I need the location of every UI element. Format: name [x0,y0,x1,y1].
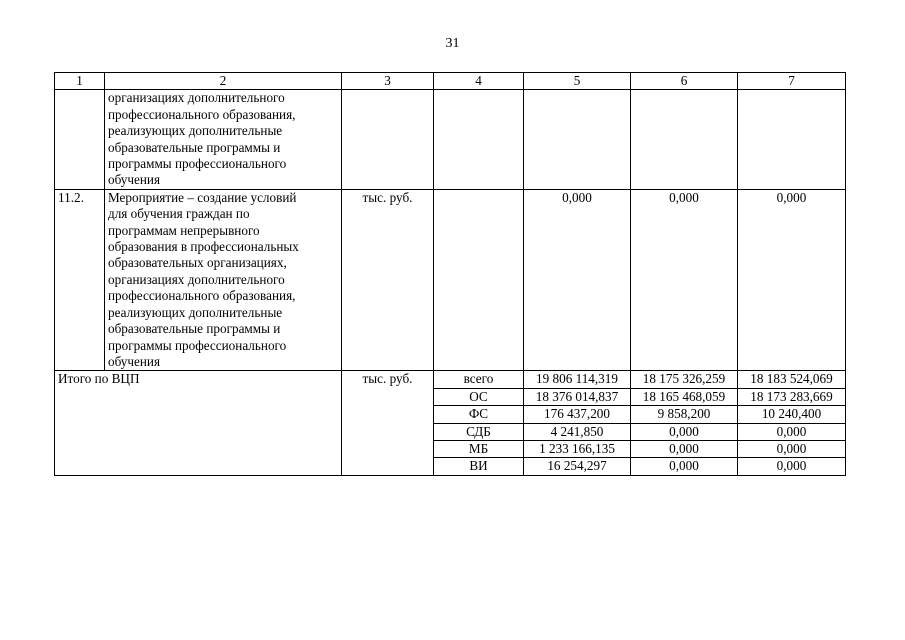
total-unit: тыс. руб. [342,371,434,475]
cont-num-cell [55,90,105,189]
total-source: всего [434,371,524,388]
header-cell-5: 5 [524,73,631,90]
measure-unit: тыс. руб. [342,189,434,370]
total-source: ОС [434,388,524,405]
total-value-5: 1 233 166,135 [524,440,631,457]
total-value-6: 18 165 468,059 [631,388,738,405]
total-value-6: 9 858,200 [631,406,738,423]
total-value-7: 0,000 [738,423,846,440]
header-cell-3: 3 [342,73,434,90]
header-cell-6: 6 [631,73,738,90]
total-value-7: 18 173 283,669 [738,388,846,405]
header-cell-7: 7 [738,73,846,90]
cont-desc-cell: организациях дополнительного профессионального образования, реализующих дополнительные образовательные программы и программы профессионального обучения [105,90,342,189]
total-label: Итого по ВЦП [55,371,342,475]
header-cell-2: 2 [105,73,342,90]
total-source: ВИ [434,458,524,475]
total-value-6: 0,000 [631,423,738,440]
total-value-5: 176 437,200 [524,406,631,423]
measure-value-6: 0,000 [631,189,738,370]
total-value-6: 18 175 326,259 [631,371,738,388]
cont-unit-cell [342,90,434,189]
total-value-5: 4 241,850 [524,423,631,440]
total-value-7: 0,000 [738,440,846,457]
cont-value7-cell [738,90,846,189]
total-source: СДБ [434,423,524,440]
header-cell-4: 4 [434,73,524,90]
cont-value6-cell [631,90,738,189]
total-value-5: 19 806 114,319 [524,371,631,388]
measure-description: Мероприятие – создание условий для обучения граждан по программам непрерывного образования в профессиональных образовательных организациях, организациях дополнительного профессионального образования, реализующих дополнительные образовательные программы и программы профессионального обучения [105,189,342,370]
page-number: 31 [445,36,460,51]
total-value-7: 18 183 524,069 [738,371,846,388]
table-header-row [55,73,846,90]
total-source: МБ [434,440,524,457]
budget-table [54,72,846,476]
total-value-7: 0,000 [738,458,846,475]
total-value-7: 10 240,400 [738,406,846,423]
total-value-5: 16 254,297 [524,458,631,475]
continuation-row [55,90,846,189]
measure-source [434,189,524,370]
total-row [55,371,846,388]
header-cell-1: 1 [55,73,105,90]
total-source: ФС [434,406,524,423]
total-value-6: 0,000 [631,440,738,457]
measure-value-5: 0,000 [524,189,631,370]
measure-row-11-2 [55,189,846,370]
cont-source-cell [434,90,524,189]
total-value-5: 18 376 014,837 [524,388,631,405]
cont-value5-cell [524,90,631,189]
measure-number: 11.2. [55,189,105,370]
total-value-6: 0,000 [631,458,738,475]
measure-value-7: 0,000 [738,189,846,370]
